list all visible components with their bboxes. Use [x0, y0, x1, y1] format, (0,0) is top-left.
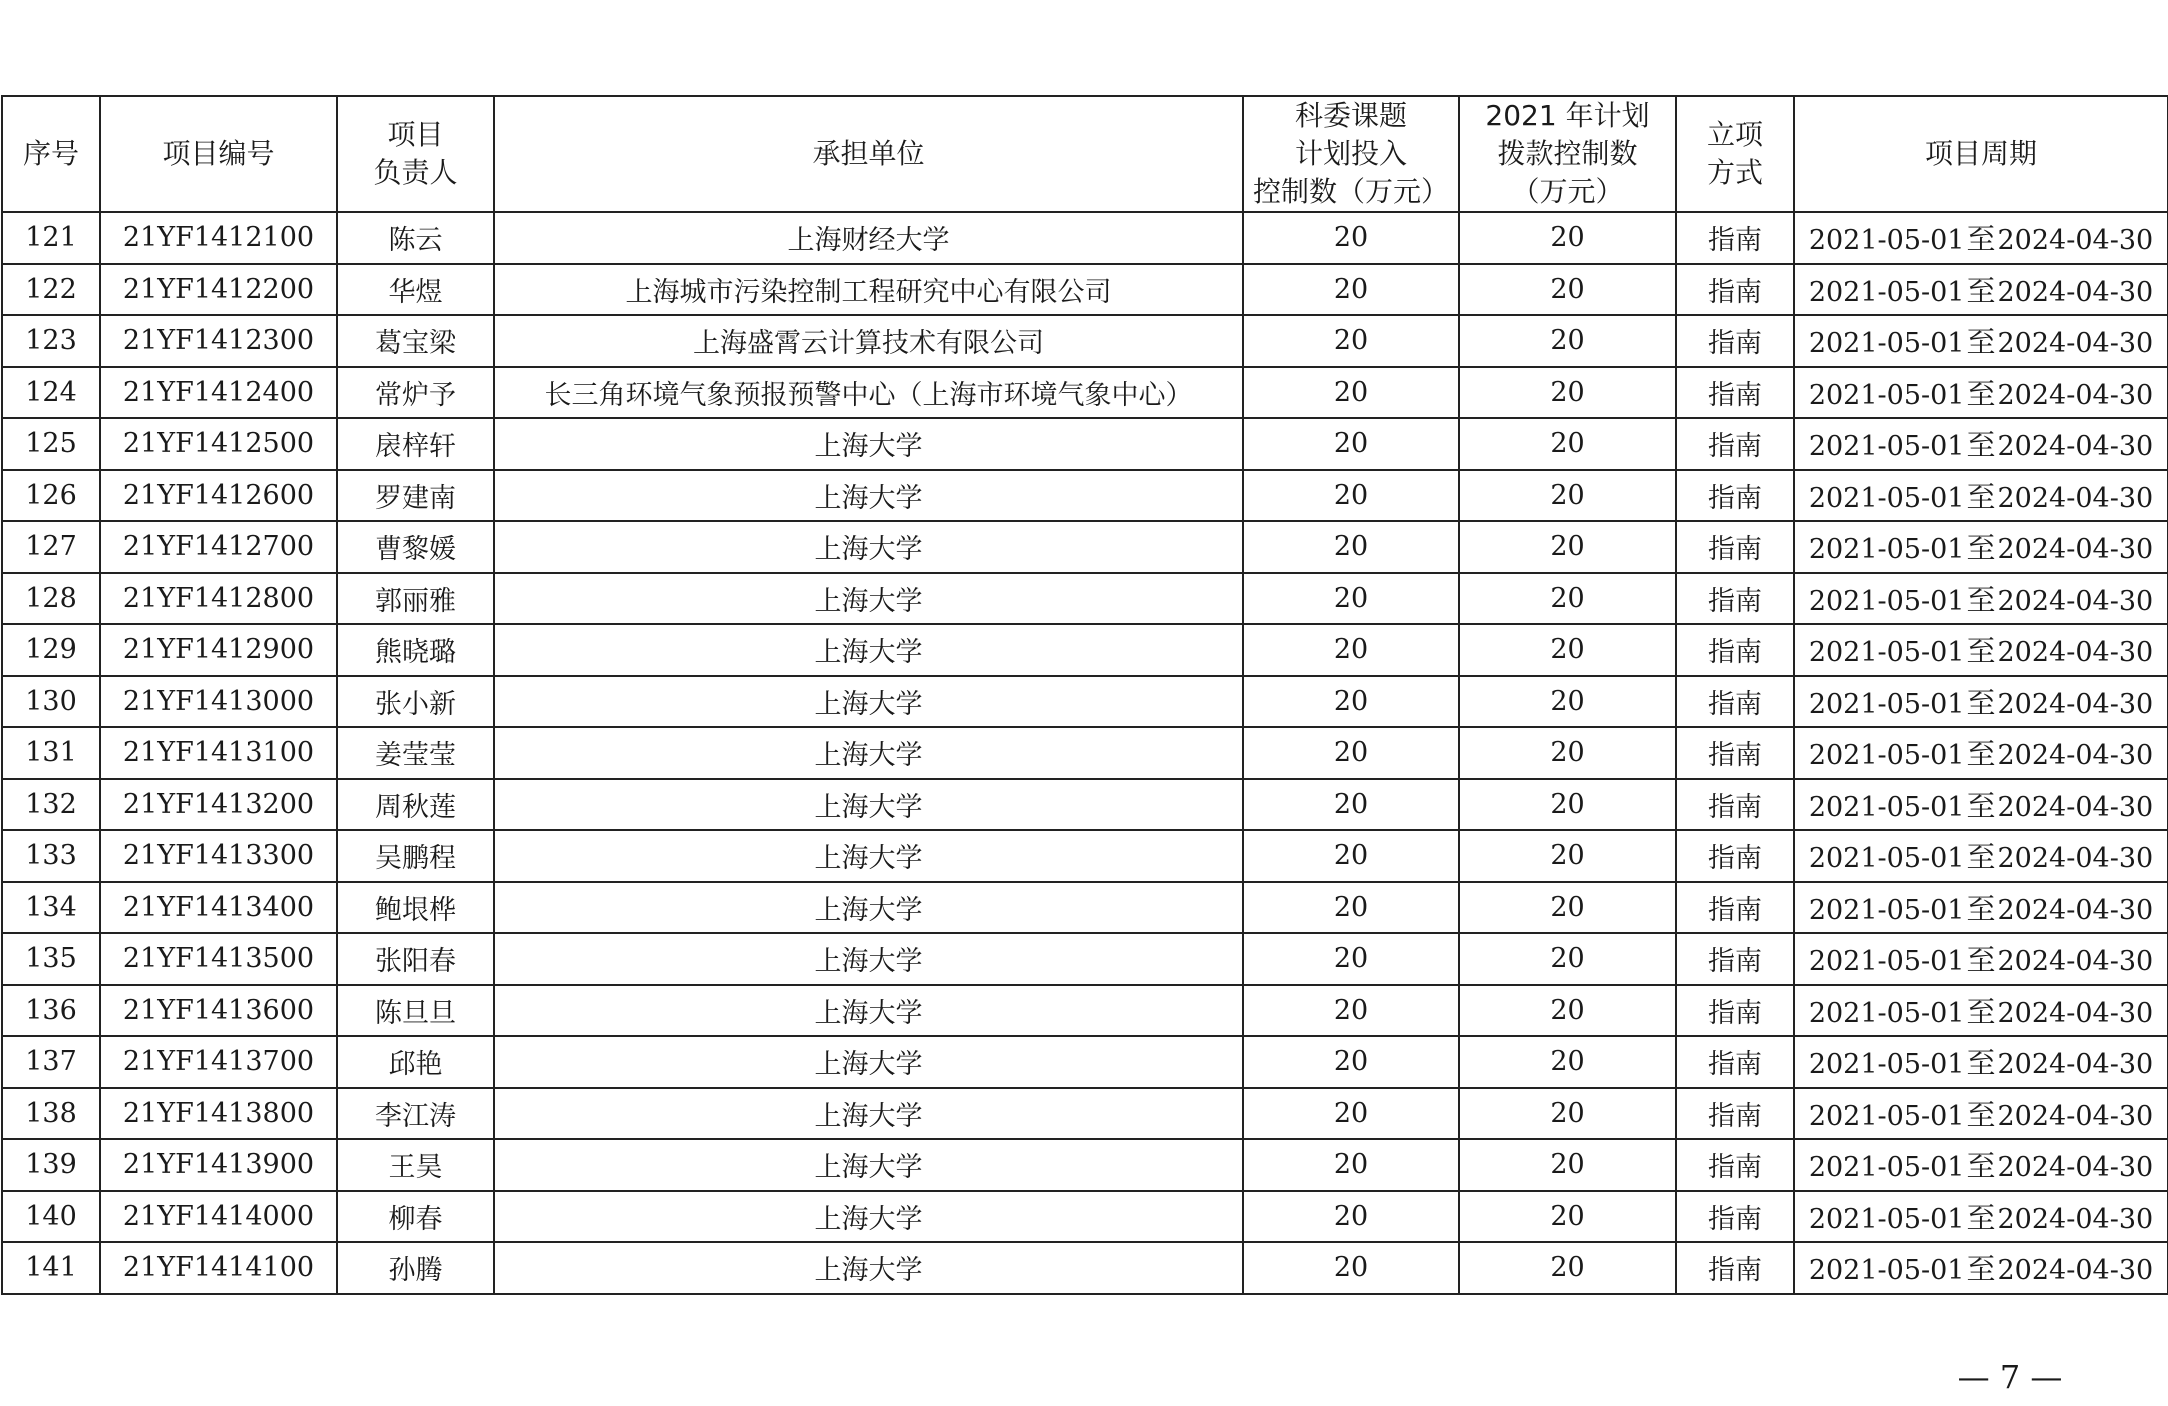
cell-lead: 郭丽雅 [337, 573, 494, 625]
header-period: 项目周期 [1794, 96, 2168, 212]
period-start: 2021-05-01 [1808, 1255, 1965, 1287]
cell-plan-2021: 20 [1459, 470, 1676, 522]
period-end: 2024-04-30 [1997, 482, 2154, 514]
cell-method: 指南 [1676, 985, 1794, 1037]
period-separator: 至 [1966, 479, 1996, 514]
period-end: 2024-04-30 [1997, 1203, 2154, 1235]
header-plan-total-line: 科委课题 [1294, 99, 1407, 132]
period-end: 2024-04-30 [1997, 894, 2154, 926]
cell-plan-total: 20 [1243, 264, 1459, 316]
table-row [2, 1191, 2168, 1243]
period-start: 2021-05-01 [1808, 379, 1965, 411]
cell-lead: 孙腾 [337, 1242, 494, 1294]
cell-method: 指南 [1676, 1036, 1794, 1088]
cell-plan-total: 20 [1243, 573, 1459, 625]
cell-period [1794, 264, 2168, 316]
cell-lead: 张阳春 [337, 933, 494, 985]
period-end: 2024-04-30 [1997, 688, 2154, 720]
cell-plan-total: 20 [1243, 933, 1459, 985]
period-end: 2024-04-30 [1997, 637, 2154, 669]
cell-period [1794, 315, 2168, 367]
cell-project-no: 21YF1412700 [100, 521, 337, 573]
cell-project-no: 21YF1413900 [100, 1139, 337, 1191]
cell-seq: 131 [2, 727, 100, 779]
cell-project-no: 21YF1413300 [100, 830, 337, 882]
period-start: 2021-05-01 [1808, 997, 1965, 1029]
cell-project-no: 21YF1412200 [100, 264, 337, 316]
cell-lead: 王昊 [337, 1139, 494, 1191]
period-separator: 至 [1966, 943, 1996, 978]
cell-unit: 上海大学 [494, 830, 1243, 882]
cell-plan-total: 20 [1243, 1139, 1459, 1191]
cell-period [1794, 1139, 2168, 1191]
cell-period [1794, 882, 2168, 934]
period-separator: 至 [1966, 1252, 1996, 1287]
cell-seq: 129 [2, 624, 100, 676]
cell-plan-2021: 20 [1459, 212, 1676, 264]
cell-project-no: 21YF1414100 [100, 1242, 337, 1294]
cell-plan-2021: 20 [1459, 779, 1676, 831]
cell-plan-2021: 20 [1459, 1191, 1676, 1243]
cell-unit: 上海大学 [494, 1088, 1243, 1140]
cell-plan-total: 20 [1243, 212, 1459, 264]
cell-unit: 上海大学 [494, 933, 1243, 985]
cell-method: 指南 [1676, 1191, 1794, 1243]
period-separator: 至 [1966, 376, 1996, 411]
cell-lead: 陈旦旦 [337, 985, 494, 1037]
period-separator: 至 [1966, 737, 1996, 772]
cell-unit: 上海大学 [494, 521, 1243, 573]
cell-seq: 124 [2, 367, 100, 419]
header-lead-line: 负责人 [373, 156, 458, 189]
cell-plan-2021: 20 [1459, 985, 1676, 1037]
table-body [2, 212, 2168, 1294]
cell-unit: 上海大学 [494, 727, 1243, 779]
cell-lead: 常炉予 [337, 367, 494, 419]
cell-project-no: 21YF1413800 [100, 1088, 337, 1140]
cell-plan-total: 20 [1243, 1088, 1459, 1140]
period-separator: 至 [1966, 531, 1996, 566]
table-row [2, 624, 2168, 676]
cell-seq: 126 [2, 470, 100, 522]
period-end: 2024-04-30 [1997, 740, 2154, 772]
cell-method: 指南 [1676, 624, 1794, 676]
cell-plan-2021: 20 [1459, 1139, 1676, 1191]
period-start: 2021-05-01 [1808, 328, 1965, 360]
cell-period [1794, 367, 2168, 419]
header-plan-total [1243, 96, 1459, 212]
cell-method: 指南 [1676, 315, 1794, 367]
cell-lead: 罗建南 [337, 470, 494, 522]
header-plan-2021-line: （万元） [1511, 175, 1624, 208]
header-plan-total-line: 控制数（万元） [1252, 175, 1449, 208]
cell-unit: 上海大学 [494, 470, 1243, 522]
header-seq: 序号 [2, 96, 100, 212]
table-header [2, 96, 2168, 212]
header-method-line: 立项 [1706, 118, 1763, 151]
cell-lead: 华煜 [337, 264, 494, 316]
cell-seq: 135 [2, 933, 100, 985]
header-unit: 承担单位 [494, 96, 1243, 212]
period-separator: 至 [1966, 1097, 1996, 1132]
cell-seq: 130 [2, 676, 100, 728]
cell-lead: 鲍垠桦 [337, 882, 494, 934]
cell-lead: 扆梓轩 [337, 418, 494, 470]
cell-period [1794, 418, 2168, 470]
period-start: 2021-05-01 [1808, 1100, 1965, 1132]
cell-plan-2021: 20 [1459, 624, 1676, 676]
cell-project-no: 21YF1412100 [100, 212, 337, 264]
cell-unit: 上海大学 [494, 1036, 1243, 1088]
table-row [2, 882, 2168, 934]
table-row [2, 1088, 2168, 1140]
cell-plan-2021: 20 [1459, 1088, 1676, 1140]
cell-plan-2021: 20 [1459, 367, 1676, 419]
cell-plan-2021: 20 [1459, 882, 1676, 934]
cell-plan-total: 20 [1243, 470, 1459, 522]
cell-plan-total: 20 [1243, 367, 1459, 419]
period-separator: 至 [1966, 840, 1996, 875]
cell-seq: 140 [2, 1191, 100, 1243]
period-separator: 至 [1966, 994, 1996, 1029]
cell-lead: 周秋莲 [337, 779, 494, 831]
period-end: 2024-04-30 [1997, 379, 2154, 411]
cell-project-no: 21YF1412800 [100, 573, 337, 625]
cell-seq: 138 [2, 1088, 100, 1140]
cell-seq: 134 [2, 882, 100, 934]
period-start: 2021-05-01 [1808, 843, 1965, 875]
table-row [2, 264, 2168, 316]
cell-method: 指南 [1676, 264, 1794, 316]
period-start: 2021-05-01 [1808, 482, 1965, 514]
cell-unit: 上海大学 [494, 985, 1243, 1037]
period-end: 2024-04-30 [1997, 843, 2154, 875]
cell-plan-2021: 20 [1459, 418, 1676, 470]
table-row [2, 573, 2168, 625]
period-separator: 至 [1966, 582, 1996, 617]
cell-unit: 上海大学 [494, 573, 1243, 625]
cell-plan-2021: 20 [1459, 521, 1676, 573]
cell-period [1794, 470, 2168, 522]
cell-lead: 柳春 [337, 1191, 494, 1243]
cell-unit: 上海大学 [494, 418, 1243, 470]
period-start: 2021-05-01 [1808, 1152, 1965, 1184]
table-row [2, 1036, 2168, 1088]
cell-period [1794, 624, 2168, 676]
period-end: 2024-04-30 [1997, 328, 2154, 360]
table-row [2, 315, 2168, 367]
cell-lead: 陈云 [337, 212, 494, 264]
cell-seq: 132 [2, 779, 100, 831]
period-separator: 至 [1966, 273, 1996, 308]
header-method-line: 方式 [1706, 156, 1763, 189]
period-start: 2021-05-01 [1808, 894, 1965, 926]
cell-lead: 邱艳 [337, 1036, 494, 1088]
cell-seq: 121 [2, 212, 100, 264]
cell-period [1794, 573, 2168, 625]
period-separator: 至 [1966, 685, 1996, 720]
cell-period [1794, 985, 2168, 1037]
cell-plan-total: 20 [1243, 779, 1459, 831]
cell-seq: 128 [2, 573, 100, 625]
cell-method: 指南 [1676, 418, 1794, 470]
cell-seq: 137 [2, 1036, 100, 1088]
cell-method: 指南 [1676, 573, 1794, 625]
table-row [2, 727, 2168, 779]
cell-unit: 上海盛霄云计算技术有限公司 [494, 315, 1243, 367]
cell-method: 指南 [1676, 1242, 1794, 1294]
period-end: 2024-04-30 [1997, 1255, 2154, 1287]
cell-method: 指南 [1676, 1139, 1794, 1191]
cell-plan-2021: 20 [1459, 727, 1676, 779]
table-row [2, 212, 2168, 264]
cell-method: 指南 [1676, 521, 1794, 573]
period-start: 2021-05-01 [1808, 740, 1965, 772]
cell-unit: 上海大学 [494, 1139, 1243, 1191]
period-start: 2021-05-01 [1808, 585, 1965, 617]
cell-method: 指南 [1676, 933, 1794, 985]
period-separator: 至 [1966, 1200, 1996, 1235]
cell-project-no: 21YF1412400 [100, 367, 337, 419]
period-start: 2021-05-01 [1808, 534, 1965, 566]
cell-unit: 上海城市污染控制工程研究中心有限公司 [494, 264, 1243, 316]
cell-plan-2021: 20 [1459, 264, 1676, 316]
cell-seq: 122 [2, 264, 100, 316]
period-end: 2024-04-30 [1997, 431, 2154, 463]
header-project-no: 项目编号 [100, 96, 337, 212]
cell-plan-total: 20 [1243, 315, 1459, 367]
header-plan-2021-line: 2021 年计划 [1485, 99, 1650, 132]
period-start: 2021-05-01 [1808, 791, 1965, 823]
table-row [2, 521, 2168, 573]
period-start: 2021-05-01 [1808, 1049, 1965, 1081]
table-row [2, 367, 2168, 419]
table-row [2, 985, 2168, 1037]
cell-method: 指南 [1676, 676, 1794, 728]
period-start: 2021-05-01 [1808, 225, 1965, 257]
cell-unit: 上海大学 [494, 624, 1243, 676]
cell-unit: 上海大学 [494, 676, 1243, 728]
cell-plan-total: 20 [1243, 1191, 1459, 1243]
period-start: 2021-05-01 [1808, 1203, 1965, 1235]
period-end: 2024-04-30 [1997, 946, 2154, 978]
cell-plan-total: 20 [1243, 1242, 1459, 1294]
cell-plan-total: 20 [1243, 882, 1459, 934]
period-end: 2024-04-30 [1997, 997, 2154, 1029]
period-start: 2021-05-01 [1808, 637, 1965, 669]
period-end: 2024-04-30 [1997, 585, 2154, 617]
header-lead-line: 项目 [387, 118, 444, 151]
table-row [2, 676, 2168, 728]
cell-lead: 熊晓璐 [337, 624, 494, 676]
cell-plan-2021: 20 [1459, 676, 1676, 728]
cell-lead: 曹黎媛 [337, 521, 494, 573]
cell-plan-2021: 20 [1459, 315, 1676, 367]
project-table [1, 95, 2168, 1295]
cell-project-no: 21YF1413500 [100, 933, 337, 985]
cell-lead: 李江涛 [337, 1088, 494, 1140]
table-row [2, 933, 2168, 985]
cell-project-no: 21YF1413700 [100, 1036, 337, 1088]
header-method [1676, 96, 1794, 212]
cell-plan-2021: 20 [1459, 1036, 1676, 1088]
period-end: 2024-04-30 [1997, 1049, 2154, 1081]
cell-seq: 136 [2, 985, 100, 1037]
period-separator: 至 [1966, 428, 1996, 463]
header-plan-2021-line: 拨款控制数 [1497, 137, 1638, 170]
cell-period [1794, 830, 2168, 882]
cell-plan-total: 20 [1243, 727, 1459, 779]
period-start: 2021-05-01 [1808, 946, 1965, 978]
cell-period [1794, 1036, 2168, 1088]
period-end: 2024-04-30 [1997, 225, 2154, 257]
header-plan-total-line: 计划投入 [1294, 137, 1407, 170]
cell-method: 指南 [1676, 367, 1794, 419]
cell-method: 指南 [1676, 727, 1794, 779]
header-plan-2021 [1459, 96, 1676, 212]
cell-unit: 上海大学 [494, 882, 1243, 934]
cell-period [1794, 1191, 2168, 1243]
cell-project-no: 21YF1414000 [100, 1191, 337, 1243]
header-row [2, 96, 2168, 212]
cell-project-no: 21YF1412500 [100, 418, 337, 470]
cell-plan-total: 20 [1243, 985, 1459, 1037]
cell-period [1794, 212, 2168, 264]
cell-seq: 127 [2, 521, 100, 573]
cell-project-no: 21YF1413200 [100, 779, 337, 831]
cell-method: 指南 [1676, 779, 1794, 831]
cell-method: 指南 [1676, 212, 1794, 264]
cell-project-no: 21YF1412600 [100, 470, 337, 522]
cell-seq: 123 [2, 315, 100, 367]
period-end: 2024-04-30 [1997, 276, 2154, 308]
cell-lead: 吴鹏程 [337, 830, 494, 882]
cell-project-no: 21YF1413400 [100, 882, 337, 934]
cell-method: 指南 [1676, 470, 1794, 522]
cell-project-no: 21YF1412900 [100, 624, 337, 676]
cell-project-no: 21YF1412300 [100, 315, 337, 367]
cell-plan-2021: 20 [1459, 1242, 1676, 1294]
table-row [2, 1242, 2168, 1294]
period-end: 2024-04-30 [1997, 791, 2154, 823]
table-row [2, 1139, 2168, 1191]
cell-seq: 141 [2, 1242, 100, 1294]
cell-seq: 133 [2, 830, 100, 882]
cell-method: 指南 [1676, 830, 1794, 882]
cell-lead: 葛宝梁 [337, 315, 494, 367]
cell-period [1794, 727, 2168, 779]
cell-plan-total: 20 [1243, 418, 1459, 470]
table-row [2, 418, 2168, 470]
cell-method: 指南 [1676, 1088, 1794, 1140]
page-number: — 7 — [1957, 1358, 2063, 1396]
cell-unit: 上海大学 [494, 1242, 1243, 1294]
period-separator: 至 [1966, 325, 1996, 360]
period-start: 2021-05-01 [1808, 431, 1965, 463]
cell-unit: 上海大学 [494, 779, 1243, 831]
cell-plan-total: 20 [1243, 624, 1459, 676]
period-separator: 至 [1966, 1149, 1996, 1184]
period-start: 2021-05-01 [1808, 276, 1965, 308]
period-separator: 至 [1966, 788, 1996, 823]
cell-project-no: 21YF1413600 [100, 985, 337, 1037]
cell-plan-total: 20 [1243, 676, 1459, 728]
period-separator: 至 [1966, 634, 1996, 669]
period-start: 2021-05-01 [1808, 688, 1965, 720]
table-row [2, 830, 2168, 882]
period-separator: 至 [1966, 222, 1996, 257]
period-separator: 至 [1966, 1046, 1996, 1081]
cell-unit: 长三角环境气象预报预警中心（上海市环境气象中心） [494, 367, 1243, 419]
cell-lead: 张小新 [337, 676, 494, 728]
cell-period [1794, 521, 2168, 573]
cell-unit: 上海大学 [494, 1191, 1243, 1243]
period-end: 2024-04-30 [1997, 534, 2154, 566]
cell-plan-total: 20 [1243, 521, 1459, 573]
cell-method: 指南 [1676, 882, 1794, 934]
cell-seq: 139 [2, 1139, 100, 1191]
cell-period [1794, 933, 2168, 985]
table-row [2, 779, 2168, 831]
cell-lead: 姜莹莹 [337, 727, 494, 779]
cell-seq: 125 [2, 418, 100, 470]
period-end: 2024-04-30 [1997, 1100, 2154, 1132]
cell-plan-total: 20 [1243, 1036, 1459, 1088]
cell-period [1794, 676, 2168, 728]
table-row [2, 470, 2168, 522]
cell-project-no: 21YF1413000 [100, 676, 337, 728]
cell-period [1794, 779, 2168, 831]
cell-period [1794, 1088, 2168, 1140]
period-end: 2024-04-30 [1997, 1152, 2154, 1184]
cell-plan-2021: 20 [1459, 573, 1676, 625]
header-lead [337, 96, 494, 212]
cell-plan-total: 20 [1243, 830, 1459, 882]
cell-plan-2021: 20 [1459, 830, 1676, 882]
cell-unit: 上海财经大学 [494, 212, 1243, 264]
cell-period [1794, 1242, 2168, 1294]
cell-project-no: 21YF1413100 [100, 727, 337, 779]
period-separator: 至 [1966, 891, 1996, 926]
cell-plan-2021: 20 [1459, 933, 1676, 985]
